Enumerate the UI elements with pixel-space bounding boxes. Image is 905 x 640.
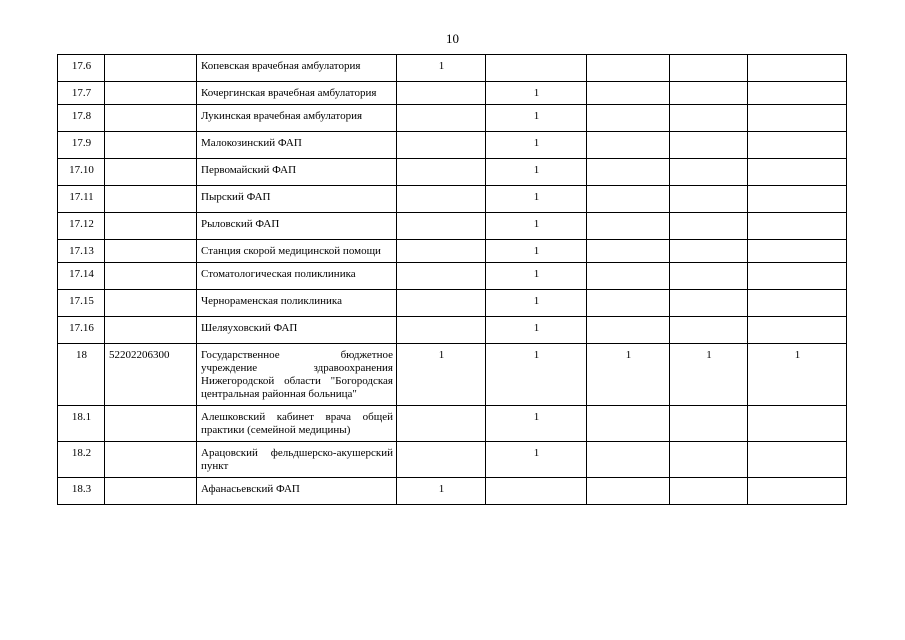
value-cell-3: [587, 406, 670, 442]
row-number-cell: 17.11: [58, 186, 105, 213]
table-row: [58, 132, 847, 159]
value-cell-4: [670, 105, 748, 132]
row-number-cell: 18: [58, 344, 105, 406]
table-row: [58, 317, 847, 344]
value-cell-4: [670, 186, 748, 213]
code-cell: [105, 290, 197, 317]
value-cell-3: [587, 213, 670, 240]
name-cell: Копевская врачебная амбулатория: [197, 55, 397, 82]
value-cell-4: 1: [670, 344, 748, 406]
value-cell-2: 1: [486, 317, 587, 344]
row-number-cell: 18.1: [58, 406, 105, 442]
code-cell: 52202206300: [105, 344, 197, 406]
table-body: [58, 55, 847, 505]
value-cell-5: [748, 290, 847, 317]
code-cell: [105, 55, 197, 82]
row-number-cell: 17.13: [58, 240, 105, 263]
row-number-cell: 17.16: [58, 317, 105, 344]
code-cell: [105, 406, 197, 442]
name-cell: Стоматологическая поликлиника: [197, 263, 397, 290]
value-cell-1: [397, 240, 486, 263]
value-cell-3: [587, 442, 670, 478]
value-cell-4: [670, 159, 748, 186]
table-row: [58, 82, 847, 105]
value-cell-1: [397, 132, 486, 159]
table-row: [58, 344, 847, 406]
value-cell-5: [748, 82, 847, 105]
value-cell-5: 1: [748, 344, 847, 406]
value-cell-3: [587, 55, 670, 82]
value-cell-4: [670, 406, 748, 442]
name-cell: Кочергинская врачебная амбулатория: [197, 82, 397, 105]
value-cell-2: [486, 478, 587, 505]
value-cell-4: [670, 132, 748, 159]
row-number-cell: 17.7: [58, 82, 105, 105]
value-cell-3: [587, 317, 670, 344]
value-cell-4: [670, 213, 748, 240]
value-cell-4: [670, 442, 748, 478]
table-row: [58, 105, 847, 132]
value-cell-1: [397, 186, 486, 213]
value-cell-1: [397, 82, 486, 105]
table-row: [58, 478, 847, 505]
value-cell-1: 1: [397, 344, 486, 406]
table-row: [58, 290, 847, 317]
table-row: [58, 442, 847, 478]
value-cell-2: 1: [486, 263, 587, 290]
value-cell-1: [397, 317, 486, 344]
row-number-cell: 18.3: [58, 478, 105, 505]
code-cell: [105, 213, 197, 240]
value-cell-3: 1: [587, 344, 670, 406]
value-cell-3: [587, 478, 670, 505]
row-number-cell: 17.12: [58, 213, 105, 240]
name-cell: Афанасьевский ФАП: [197, 478, 397, 505]
name-cell: Шеляуховский ФАП: [197, 317, 397, 344]
code-cell: [105, 82, 197, 105]
value-cell-4: [670, 82, 748, 105]
value-cell-5: [748, 240, 847, 263]
name-cell: Пырский ФАП: [197, 186, 397, 213]
table-row: [58, 186, 847, 213]
code-cell: [105, 478, 197, 505]
value-cell-2: 1: [486, 213, 587, 240]
name-cell: Первомайский ФАП: [197, 159, 397, 186]
name-cell: Чернораменская поликлиника: [197, 290, 397, 317]
row-number-cell: 17.10: [58, 159, 105, 186]
value-cell-5: [748, 159, 847, 186]
code-cell: [105, 186, 197, 213]
value-cell-3: [587, 186, 670, 213]
value-cell-4: [670, 240, 748, 263]
row-number-cell: 18.2: [58, 442, 105, 478]
value-cell-3: [587, 263, 670, 290]
value-cell-4: [670, 55, 748, 82]
name-cell: Алешковский кабинет врача общей практики (семейной медицины): [197, 406, 397, 442]
table-row: [58, 240, 847, 263]
value-cell-1: [397, 159, 486, 186]
table-row: [58, 213, 847, 240]
value-cell-2: 1: [486, 159, 587, 186]
row-number-cell: 17.15: [58, 290, 105, 317]
value-cell-5: [748, 406, 847, 442]
value-cell-5: [748, 105, 847, 132]
value-cell-1: 1: [397, 55, 486, 82]
value-cell-5: [748, 186, 847, 213]
value-cell-2: 1: [486, 186, 587, 213]
value-cell-5: [748, 317, 847, 344]
code-cell: [105, 442, 197, 478]
value-cell-5: [748, 213, 847, 240]
name-cell: Лукинская врачебная амбулатория: [197, 105, 397, 132]
value-cell-5: [748, 442, 847, 478]
code-cell: [105, 263, 197, 290]
value-cell-3: [587, 132, 670, 159]
value-cell-2: 1: [486, 105, 587, 132]
value-cell-3: [587, 82, 670, 105]
value-cell-4: [670, 290, 748, 317]
value-cell-1: [397, 105, 486, 132]
name-cell: Рыловский ФАП: [197, 213, 397, 240]
row-number-cell: 17.8: [58, 105, 105, 132]
table-row: [58, 263, 847, 290]
value-cell-3: [587, 159, 670, 186]
page-number: 10: [446, 31, 459, 46]
code-cell: [105, 240, 197, 263]
value-cell-3: [587, 240, 670, 263]
value-cell-2: 1: [486, 132, 587, 159]
code-cell: [105, 317, 197, 344]
value-cell-1: [397, 406, 486, 442]
value-cell-4: [670, 317, 748, 344]
row-number-cell: 17.6: [58, 55, 105, 82]
code-cell: [105, 105, 197, 132]
value-cell-1: [397, 442, 486, 478]
name-cell: Государственное бюджетное учреждение здравоохранения Нижегородской области "Богородская центральная районная больница": [197, 344, 397, 406]
value-cell-2: 1: [486, 406, 587, 442]
value-cell-2: 1: [486, 344, 587, 406]
value-cell-1: [397, 263, 486, 290]
name-cell: Малокозинский ФАП: [197, 132, 397, 159]
value-cell-5: [748, 132, 847, 159]
document-table: [57, 54, 847, 505]
value-cell-3: [587, 290, 670, 317]
code-cell: [105, 159, 197, 186]
name-cell: Станция скорой медицинской помощи: [197, 240, 397, 263]
table-row: [58, 55, 847, 82]
value-cell-3: [587, 105, 670, 132]
value-cell-5: [748, 263, 847, 290]
value-cell-1: [397, 290, 486, 317]
value-cell-4: [670, 263, 748, 290]
value-cell-1: 1: [397, 478, 486, 505]
value-cell-1: [397, 213, 486, 240]
row-number-cell: 17.14: [58, 263, 105, 290]
value-cell-5: [748, 55, 847, 82]
value-cell-5: [748, 478, 847, 505]
value-cell-2: [486, 55, 587, 82]
code-cell: [105, 132, 197, 159]
table-row: [58, 406, 847, 442]
value-cell-2: 1: [486, 240, 587, 263]
value-cell-2: 1: [486, 290, 587, 317]
name-cell: Арацовский фельдшерско-акушерский пункт: [197, 442, 397, 478]
value-cell-2: 1: [486, 82, 587, 105]
value-cell-4: [670, 478, 748, 505]
value-cell-2: 1: [486, 442, 587, 478]
table-row: [58, 159, 847, 186]
row-number-cell: 17.9: [58, 132, 105, 159]
